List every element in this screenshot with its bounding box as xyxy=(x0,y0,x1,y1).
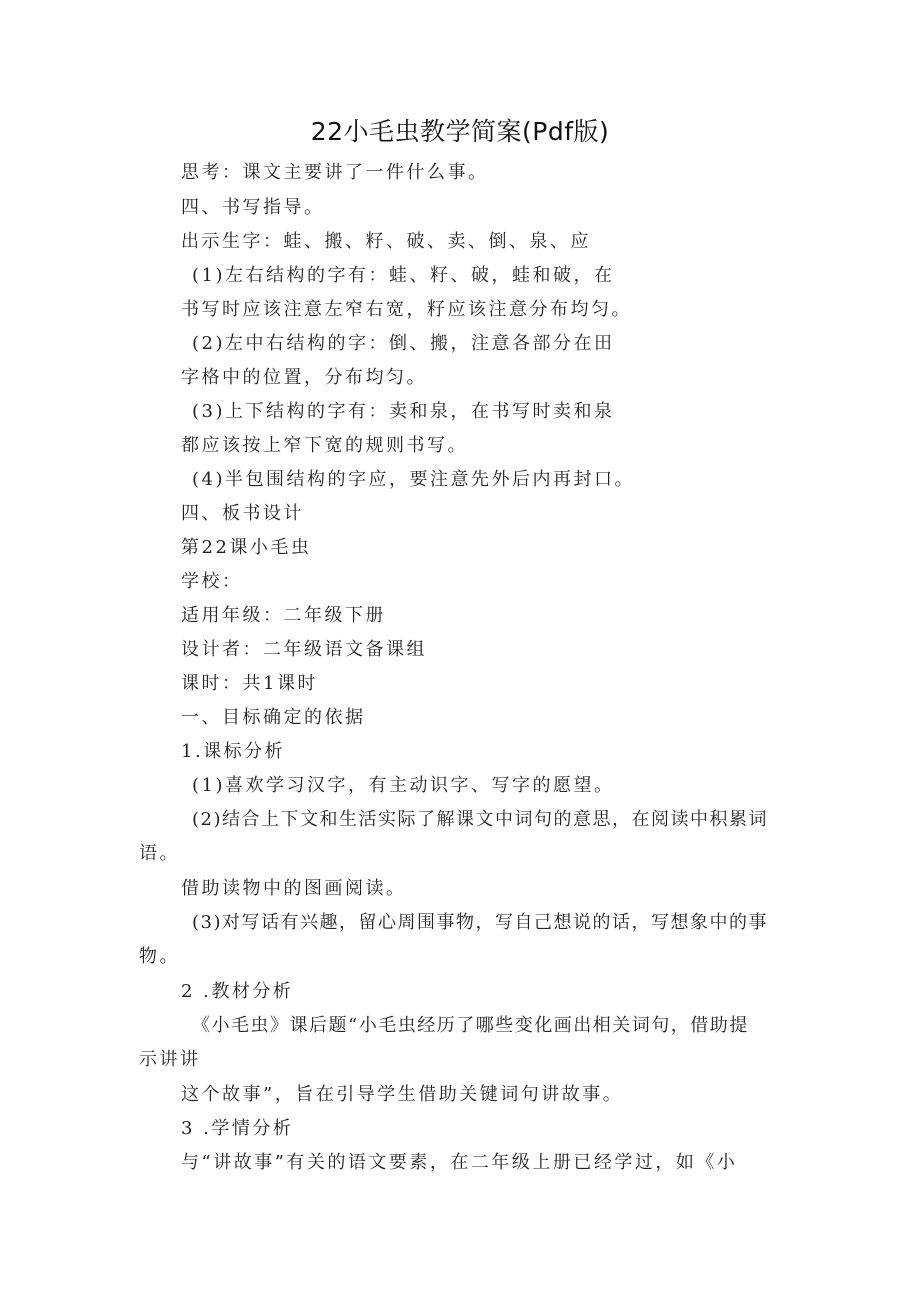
text-line: (1)喜欢学习汉字，有主动识字、写字的愿望。 xyxy=(192,775,615,796)
text-line: 第22课小毛虫 xyxy=(181,537,312,558)
text-line: 出示生字：蛙、搬、籽、破、卖、倒、泉、应 xyxy=(181,231,591,252)
text-line: 字格中的位置，分布均匀。 xyxy=(181,367,427,388)
text-line: (3)对写话有兴趣，留心周围事物，写自己想说的话，写想象中的事 xyxy=(192,912,768,933)
text-line: 物。 xyxy=(139,946,180,967)
text-line: (2)左中右结构的字：倒、搬，注意各部分在田 xyxy=(192,333,615,354)
subsection-heading: 1.课标分析 xyxy=(181,741,286,762)
text-line: 书写时应该注意左窄右宽，籽应该注意分布均匀。 xyxy=(181,299,632,320)
text-line: 这个故事”，旨在引导学生借助关键词句讲故事。 xyxy=(181,1084,624,1105)
text-line: 都应该按上窄下宽的规则书写。 xyxy=(181,435,468,456)
text-line: 《小毛虫》课后题“小毛虫经历了哪些变化画出相关词句，借助提 xyxy=(192,1015,749,1036)
text-line: 思考：课文主要讲了一件什么事。 xyxy=(181,162,489,183)
document-title: 22小毛虫教学简案(Pdf版) xyxy=(310,117,610,146)
text-line: 设计者：二年级语文备课组 xyxy=(181,639,427,660)
section-heading: 四、板书设计 xyxy=(181,503,304,524)
text-line: (1)左右结构的字有：蛙、籽、破，蛙和破，在 xyxy=(192,265,615,286)
text-line: (3)上下结构的字有：卖和泉，在书写时卖和泉 xyxy=(192,401,615,422)
text-line: 与“讲故事”有关的语文要素，在二年级上册已经学过，如《小 xyxy=(181,1152,738,1173)
text-line: 学校： xyxy=(181,571,243,592)
text-line: (2)结合上下文和生活实际了解课文中词句的意思，在阅读中积累词 xyxy=(192,809,768,830)
text-line: 语。 xyxy=(139,843,180,864)
subsection-heading: 2 .教材分析 xyxy=(181,981,294,1002)
text-line: 借助读物中的图画阅读。 xyxy=(181,878,407,899)
section-heading: 四、书写指导。 xyxy=(181,197,325,218)
text-line: (4)半包围结构的字应，要注意先外后内再封口。 xyxy=(192,469,635,490)
text-line: 课时：共1课时 xyxy=(181,673,318,694)
text-line: 适用年级：二年级下册 xyxy=(181,605,386,626)
section-heading: 一、目标确定的依据 xyxy=(181,707,366,728)
subsection-heading: 3 .学情分析 xyxy=(181,1118,294,1139)
text-line: 示讲讲 xyxy=(139,1049,201,1070)
